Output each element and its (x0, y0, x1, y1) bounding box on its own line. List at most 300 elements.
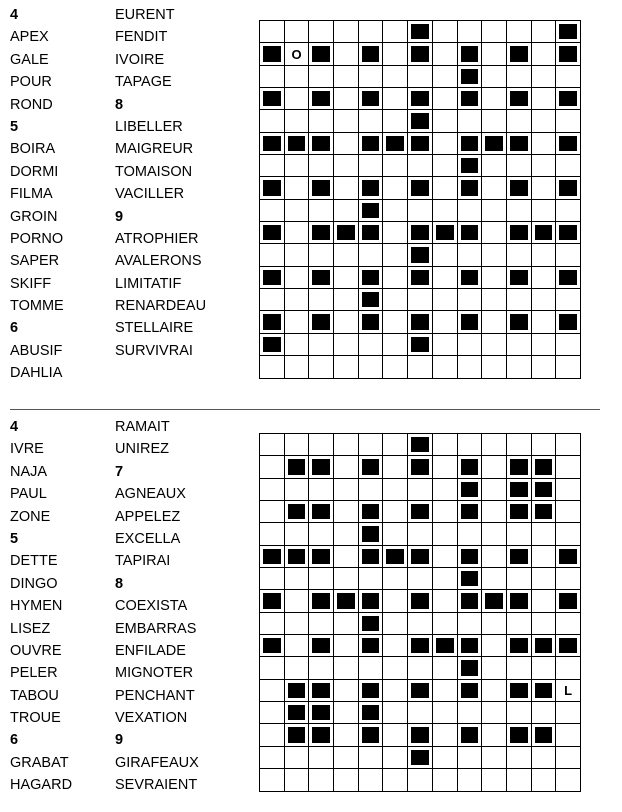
grid-cell[interactable] (383, 222, 408, 244)
grid-cell[interactable] (359, 657, 384, 679)
grid-cell[interactable] (532, 356, 557, 378)
grid-cell[interactable] (507, 702, 532, 724)
grid-cell[interactable] (383, 769, 408, 791)
grid-cell[interactable] (334, 88, 359, 110)
grid-cell[interactable] (334, 501, 359, 523)
grid-cell[interactable] (458, 110, 483, 132)
grid-cell[interactable] (334, 680, 359, 702)
grid-cell[interactable] (285, 289, 310, 311)
grid-cell[interactable] (334, 311, 359, 333)
grid-cell[interactable] (433, 456, 458, 478)
grid-cell[interactable] (482, 501, 507, 523)
grid-cell[interactable] (285, 155, 310, 177)
grid-cell[interactable] (482, 456, 507, 478)
grid-cell[interactable] (433, 177, 458, 199)
word-list-item: PELER (10, 665, 58, 682)
grid-cell[interactable] (334, 43, 359, 65)
black-cell (359, 635, 384, 657)
grid-cell[interactable] (408, 200, 433, 222)
black-cell (458, 133, 483, 155)
grid-cell[interactable] (482, 635, 507, 657)
grid-cell[interactable] (532, 21, 557, 43)
grid-cell[interactable] (482, 657, 507, 679)
grid-cell[interactable] (482, 613, 507, 635)
grid-cell[interactable] (260, 680, 285, 702)
grid-cell[interactable] (260, 568, 285, 590)
grid-cell[interactable] (433, 479, 458, 501)
grid-cell[interactable] (408, 356, 433, 378)
grid-cell[interactable] (433, 434, 458, 456)
grid-cell[interactable] (482, 479, 507, 501)
grid-cell[interactable] (408, 523, 433, 545)
grid-cell[interactable] (285, 613, 310, 635)
grid-cell[interactable] (482, 523, 507, 545)
grid-cell[interactable] (359, 747, 384, 769)
grid-cell[interactable] (433, 200, 458, 222)
grid-cell[interactable] (556, 702, 581, 724)
grid-cell[interactable] (359, 334, 384, 356)
grid-cell[interactable] (458, 769, 483, 791)
black-cell (260, 311, 285, 333)
grid-cell[interactable] (532, 434, 557, 456)
grid-cell[interactable] (334, 546, 359, 568)
grid-cell[interactable] (556, 200, 581, 222)
grid-cell[interactable] (383, 244, 408, 266)
grid-cell[interactable] (309, 334, 334, 356)
grid-cell[interactable] (334, 289, 359, 311)
grid-cell[interactable] (334, 200, 359, 222)
grid-cell[interactable] (433, 356, 458, 378)
grid-cell[interactable] (285, 657, 310, 679)
grid-cell[interactable] (556, 523, 581, 545)
grid-cell[interactable] (556, 747, 581, 769)
grid-cell[interactable] (408, 568, 433, 590)
grid-cell[interactable] (383, 702, 408, 724)
grid-cell[interactable] (507, 21, 532, 43)
grid-cell[interactable] (383, 177, 408, 199)
grid-cell[interactable] (433, 133, 458, 155)
grid-cell[interactable] (285, 200, 310, 222)
grid-cell[interactable] (482, 311, 507, 333)
grid-cell[interactable] (260, 613, 285, 635)
grid-cell[interactable] (383, 43, 408, 65)
grid-cell[interactable] (285, 244, 310, 266)
grid-cell[interactable] (482, 66, 507, 88)
crossword-grid (259, 433, 581, 792)
grid-cell[interactable] (532, 311, 557, 333)
grid-cell[interactable] (532, 747, 557, 769)
grid-cell[interactable] (556, 456, 581, 478)
grid-cell[interactable] (285, 177, 310, 199)
grid-cell[interactable] (433, 523, 458, 545)
grid-cell[interactable] (309, 66, 334, 88)
grid-cell[interactable] (334, 769, 359, 791)
grid-cell[interactable] (408, 769, 433, 791)
grid-cell[interactable] (260, 200, 285, 222)
grid-cell[interactable] (383, 523, 408, 545)
grid-cell[interactable] (334, 747, 359, 769)
grid-cell[interactable] (433, 501, 458, 523)
grid-cell[interactable] (532, 200, 557, 222)
grid-cell[interactable] (359, 769, 384, 791)
grid-cell[interactable] (507, 244, 532, 266)
grid-cell[interactable] (408, 702, 433, 724)
grid-cell[interactable] (532, 244, 557, 266)
grid-cell[interactable] (383, 88, 408, 110)
grid-cell[interactable] (556, 769, 581, 791)
grid-cell[interactable] (458, 289, 483, 311)
grid-cell[interactable] (532, 334, 557, 356)
grid-cell[interactable] (285, 66, 310, 88)
black-cell (507, 590, 532, 612)
grid-cell[interactable] (458, 21, 483, 43)
grid-cell[interactable] (334, 155, 359, 177)
grid-cell[interactable] (532, 702, 557, 724)
grid-cell[interactable] (507, 613, 532, 635)
grid-cell[interactable] (309, 769, 334, 791)
grid-cell[interactable] (359, 110, 384, 132)
grid-cell[interactable] (309, 200, 334, 222)
grid-cell[interactable] (334, 613, 359, 635)
grid-cell[interactable] (260, 456, 285, 478)
grid-cell[interactable] (260, 479, 285, 501)
grid-cell[interactable] (383, 568, 408, 590)
grid-cell[interactable] (260, 523, 285, 545)
grid-cell[interactable] (383, 680, 408, 702)
grid-cell[interactable] (482, 155, 507, 177)
grid-cell[interactable] (433, 590, 458, 612)
grid-cell[interactable] (482, 702, 507, 724)
grid-cell[interactable] (433, 289, 458, 311)
grid-cell[interactable] (285, 88, 310, 110)
grid-cell[interactable] (433, 88, 458, 110)
grid-cell[interactable] (285, 568, 310, 590)
grid-cell[interactable] (383, 289, 408, 311)
grid-cell[interactable] (433, 769, 458, 791)
grid-cell[interactable] (334, 434, 359, 456)
grid-cell[interactable] (334, 456, 359, 478)
grid-cell[interactable] (408, 289, 433, 311)
grid-cell[interactable] (507, 523, 532, 545)
grid-cell[interactable] (383, 479, 408, 501)
grid-cell[interactable] (408, 657, 433, 679)
grid-cell[interactable] (260, 724, 285, 746)
grid-cell[interactable] (309, 657, 334, 679)
grid-cell[interactable] (334, 702, 359, 724)
word-list-item: TOMAISON (115, 163, 193, 180)
grid-cell[interactable] (309, 110, 334, 132)
grid-cell[interactable] (309, 356, 334, 378)
grid-cell[interactable] (532, 110, 557, 132)
grid-cell[interactable] (383, 747, 408, 769)
grid-cell[interactable] (285, 334, 310, 356)
grid-cell[interactable] (334, 523, 359, 545)
grid-cell[interactable] (408, 155, 433, 177)
grid-cell[interactable] (260, 289, 285, 311)
grid-cell[interactable] (359, 356, 384, 378)
grid-cell[interactable] (285, 356, 310, 378)
grid-cell[interactable] (260, 747, 285, 769)
grid-cell[interactable] (309, 747, 334, 769)
grid-cell[interactable] (482, 200, 507, 222)
grid-cell[interactable] (556, 434, 581, 456)
grid-cell[interactable] (532, 267, 557, 289)
grid-cell[interactable] (532, 546, 557, 568)
grid-cell[interactable] (532, 289, 557, 311)
grid-cell[interactable] (532, 769, 557, 791)
grid-cell[interactable] (507, 200, 532, 222)
grid-cell[interactable] (334, 177, 359, 199)
grid-cell[interactable] (309, 568, 334, 590)
grid-cell[interactable] (334, 21, 359, 43)
grid-cell[interactable] (482, 289, 507, 311)
grid-cell[interactable] (482, 177, 507, 199)
grid-cell[interactable] (433, 267, 458, 289)
grid-cell[interactable] (285, 311, 310, 333)
grid-cell[interactable] (383, 66, 408, 88)
grid-cell[interactable] (309, 289, 334, 311)
grid-cell[interactable] (507, 289, 532, 311)
grid-cell[interactable] (383, 590, 408, 612)
grid-cell[interactable] (433, 155, 458, 177)
grid-cell[interactable] (556, 66, 581, 88)
grid-cell[interactable] (334, 334, 359, 356)
grid-cell[interactable] (260, 21, 285, 43)
grid-cell[interactable] (433, 244, 458, 266)
grid-cell[interactable] (433, 311, 458, 333)
grid-cell[interactable] (359, 479, 384, 501)
grid-cell[interactable] (507, 110, 532, 132)
grid-cell[interactable] (458, 244, 483, 266)
grid-cell[interactable] (383, 635, 408, 657)
grid-cell[interactable] (285, 267, 310, 289)
grid-cell[interactable] (482, 334, 507, 356)
grid-cell[interactable] (556, 244, 581, 266)
grid-cell[interactable] (482, 244, 507, 266)
grid-cell[interactable] (285, 590, 310, 612)
grid-cell[interactable] (285, 222, 310, 244)
grid-cell[interactable] (556, 501, 581, 523)
grid-cell[interactable] (532, 657, 557, 679)
grid-cell[interactable] (285, 747, 310, 769)
grid-cell[interactable] (334, 244, 359, 266)
grid-cell[interactable] (383, 155, 408, 177)
grid-cell[interactable] (359, 568, 384, 590)
grid-cell[interactable] (433, 546, 458, 568)
grid-cell[interactable] (260, 769, 285, 791)
grid-cell[interactable] (507, 66, 532, 88)
grid-cell[interactable] (532, 590, 557, 612)
grid-cell[interactable] (433, 568, 458, 590)
grid-cell[interactable] (433, 680, 458, 702)
grid-cell[interactable] (482, 769, 507, 791)
grid-cell[interactable] (383, 434, 408, 456)
word-list-item: RAMAIT (115, 419, 170, 435)
grid-cell[interactable] (383, 456, 408, 478)
grid-cell[interactable] (532, 568, 557, 590)
grid-cell[interactable] (458, 702, 483, 724)
grid-cell[interactable] (383, 724, 408, 746)
grid-cell[interactable] (458, 613, 483, 635)
grid-cell[interactable] (482, 43, 507, 65)
grid-cell[interactable] (309, 479, 334, 501)
grid-cell[interactable]: L (556, 680, 581, 702)
grid-cell[interactable] (383, 21, 408, 43)
grid-cell[interactable] (359, 244, 384, 266)
grid-cell[interactable] (482, 267, 507, 289)
grid-cell[interactable] (309, 613, 334, 635)
grid-cell[interactable] (507, 657, 532, 679)
grid-cell[interactable] (556, 568, 581, 590)
grid-cell[interactable] (507, 769, 532, 791)
grid-cell[interactable] (309, 523, 334, 545)
grid-cell[interactable] (556, 479, 581, 501)
grid-cell[interactable] (408, 66, 433, 88)
grid-cell[interactable] (532, 155, 557, 177)
grid-cell[interactable] (532, 613, 557, 635)
grid-cell[interactable] (433, 110, 458, 132)
grid-cell[interactable] (383, 613, 408, 635)
grid-cell[interactable] (507, 747, 532, 769)
grid-cell[interactable]: O (285, 43, 310, 65)
grid-cell[interactable] (383, 311, 408, 333)
grid-cell[interactable] (556, 356, 581, 378)
grid-cell[interactable] (260, 155, 285, 177)
grid-cell[interactable] (309, 434, 334, 456)
grid-cell[interactable] (285, 523, 310, 545)
grid-cell[interactable] (383, 657, 408, 679)
grid-cell[interactable] (383, 267, 408, 289)
grid-cell[interactable] (482, 21, 507, 43)
grid-cell[interactable] (408, 613, 433, 635)
grid-cell[interactable] (458, 747, 483, 769)
grid-cell[interactable] (532, 66, 557, 88)
grid-cell[interactable] (458, 523, 483, 545)
grid-cell[interactable] (285, 434, 310, 456)
grid-cell[interactable] (285, 110, 310, 132)
grid-cell[interactable] (260, 356, 285, 378)
grid-cell[interactable] (260, 501, 285, 523)
grid-cell[interactable] (507, 434, 532, 456)
grid-cell[interactable] (507, 356, 532, 378)
grid-cell[interactable] (556, 657, 581, 679)
grid-cell[interactable] (334, 724, 359, 746)
grid-cell[interactable] (458, 434, 483, 456)
grid-cell[interactable] (383, 501, 408, 523)
grid-cell[interactable] (556, 613, 581, 635)
grid-cell[interactable] (359, 434, 384, 456)
grid-cell[interactable] (482, 222, 507, 244)
grid-cell[interactable] (383, 334, 408, 356)
grid-cell[interactable] (458, 334, 483, 356)
grid-cell[interactable] (359, 155, 384, 177)
grid-cell[interactable] (260, 434, 285, 456)
grid-cell[interactable] (458, 356, 483, 378)
puzzle-divider (10, 409, 600, 410)
grid-cell[interactable] (285, 769, 310, 791)
grid-cell[interactable] (309, 21, 334, 43)
grid-cell[interactable] (334, 356, 359, 378)
grid-cell[interactable] (359, 21, 384, 43)
grid-cell[interactable] (334, 479, 359, 501)
grid-cell[interactable] (433, 21, 458, 43)
grid-cell[interactable] (383, 200, 408, 222)
grid-cell[interactable] (334, 568, 359, 590)
grid-cell[interactable] (383, 110, 408, 132)
word-list-column-1 (10, 4, 64, 385)
word-list-item: TAPAGE (115, 74, 172, 91)
grid-cell[interactable] (359, 66, 384, 88)
grid-cell[interactable] (334, 66, 359, 88)
grid-cell[interactable] (285, 21, 310, 43)
grid-cell[interactable] (433, 747, 458, 769)
grid-cell[interactable] (532, 177, 557, 199)
grid-cell[interactable] (556, 334, 581, 356)
grid-cell[interactable] (309, 155, 334, 177)
black-cell (556, 635, 581, 657)
grid-cell[interactable] (260, 244, 285, 266)
grid-cell[interactable] (556, 724, 581, 746)
grid-cell[interactable] (482, 680, 507, 702)
grid-cell[interactable] (309, 244, 334, 266)
grid-cell[interactable] (334, 657, 359, 679)
grid-cell[interactable] (507, 155, 532, 177)
grid-cell[interactable] (433, 613, 458, 635)
grid-cell[interactable] (260, 66, 285, 88)
black-cell (507, 635, 532, 657)
grid-cell[interactable] (433, 334, 458, 356)
grid-cell[interactable] (285, 635, 310, 657)
grid-cell[interactable] (334, 110, 359, 132)
grid-cell[interactable] (532, 523, 557, 545)
grid-cell[interactable] (334, 267, 359, 289)
grid-cell[interactable] (507, 334, 532, 356)
grid-cell[interactable] (556, 155, 581, 177)
grid-cell[interactable] (260, 110, 285, 132)
grid-cell[interactable] (458, 200, 483, 222)
grid-cell[interactable] (532, 43, 557, 65)
grid-cell[interactable] (482, 546, 507, 568)
grid-cell[interactable] (482, 356, 507, 378)
grid-cell[interactable] (433, 66, 458, 88)
black-cell (556, 133, 581, 155)
grid-cell[interactable] (408, 479, 433, 501)
grid-cell[interactable] (482, 110, 507, 132)
grid-cell[interactable] (260, 702, 285, 724)
grid-cell[interactable] (260, 657, 285, 679)
word-list-item: SURVIVRAI (115, 342, 193, 359)
grid-cell[interactable] (556, 110, 581, 132)
grid-cell[interactable] (433, 657, 458, 679)
grid-cell[interactable] (383, 356, 408, 378)
grid-cell[interactable] (482, 724, 507, 746)
grid-cell[interactable] (482, 747, 507, 769)
grid-cell[interactable] (285, 479, 310, 501)
grid-cell[interactable] (507, 568, 532, 590)
grid-cell[interactable] (482, 568, 507, 590)
grid-cell[interactable] (334, 133, 359, 155)
grid-cell[interactable] (334, 635, 359, 657)
grid-cell[interactable] (433, 702, 458, 724)
grid-cell[interactable] (482, 88, 507, 110)
grid-cell[interactable] (482, 434, 507, 456)
grid-cell[interactable] (532, 133, 557, 155)
grid-cell[interactable] (556, 289, 581, 311)
grid-cell[interactable] (433, 724, 458, 746)
grid-cell[interactable] (532, 88, 557, 110)
word-list-item: DAHLIA (10, 365, 63, 382)
grid-cell[interactable] (433, 43, 458, 65)
